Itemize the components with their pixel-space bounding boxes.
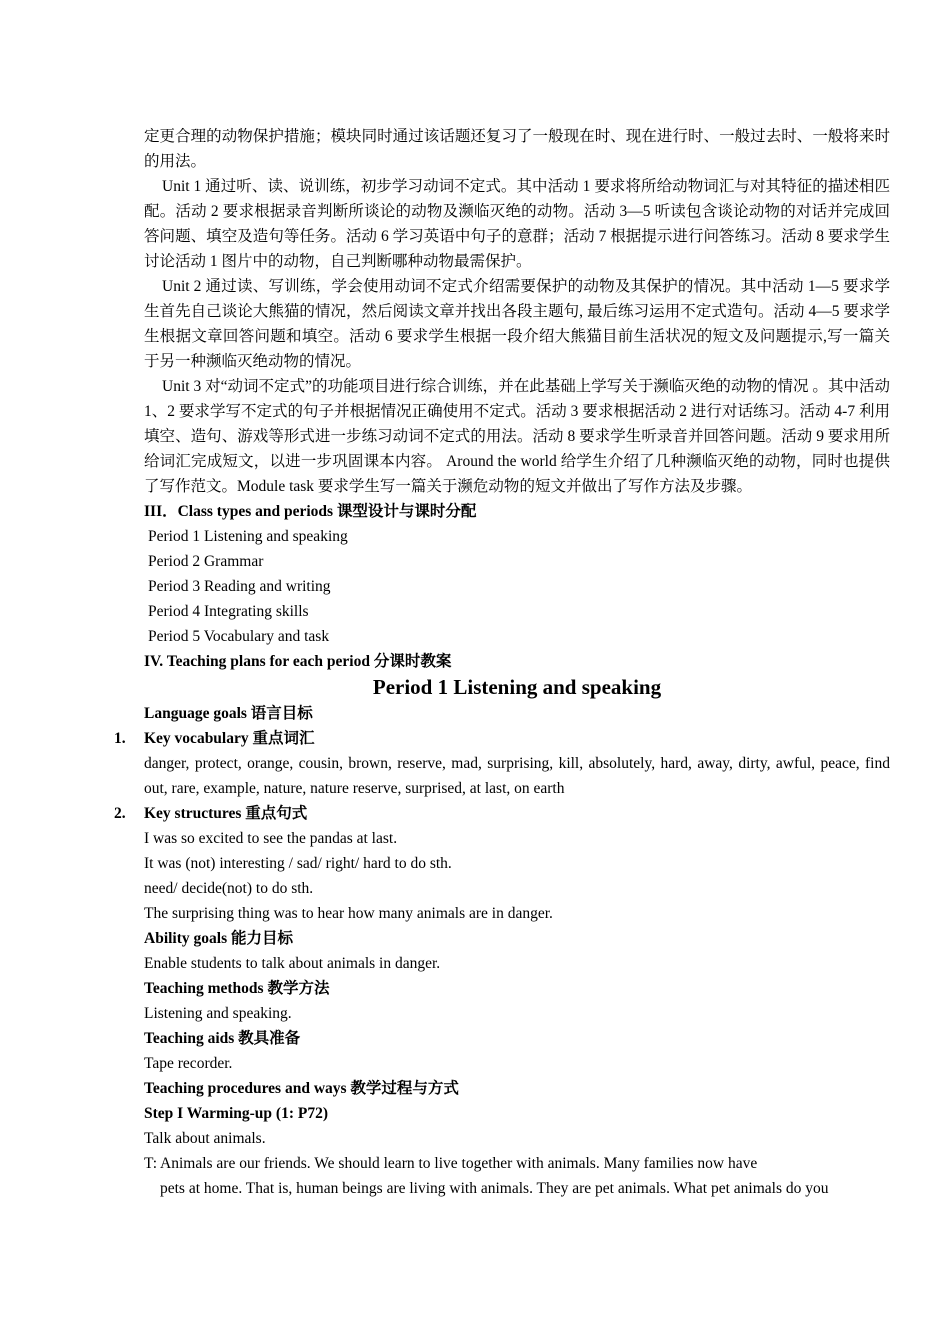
period-list-item: Period 2 Grammar — [148, 553, 264, 570]
period-list-item: Period 1 Listening and speaking — [148, 528, 348, 545]
key-structures-heading — [114, 801, 890, 826]
procedures-heading: Teaching procedures and ways 教学过程与方式 — [144, 1080, 459, 1097]
key-vocabulary-text: danger, protect, orange, cousin, brown, reserve, mad, surprising, kill, absolutely, hard, away, dirty, awful, peace, find out, rare, example, nature, nature reserve, surprised, at last, on earth — [144, 755, 890, 797]
structure-line: It was (not) interesting / sad/ right/ hard to do sth. — [144, 855, 452, 872]
teaching-aids-text: Tape recorder. — [144, 1055, 233, 1072]
key-vocabulary-heading — [114, 726, 890, 751]
ability-goals-heading: Ability goals 能力目标 — [144, 930, 293, 947]
step-1-text: Talk about animals. — [144, 1130, 266, 1147]
teaching-methods-heading: Teaching methods 教学方法 — [144, 980, 330, 997]
section-3-heading: III．Class types and periods 课型设计与课时分配 — [144, 503, 477, 520]
intro-paragraph: 定更合理的动物保护措施；模块同时通过该话题还复习了一般现在时、现在进行时、一般过去时、一般将来时的用法。 — [144, 128, 890, 170]
structure-line: need/ decide(not) to do sth. — [144, 880, 314, 897]
list-number: 2. — [114, 805, 126, 822]
teaching-aids-heading: Teaching aids 教具准备 — [144, 1030, 301, 1047]
teacher-dialogue-line: pets at home. That is, human beings are living with animals. They are pet animals. What pet animals do you — [160, 1180, 829, 1197]
teaching-methods-text: Listening and speaking. — [144, 1005, 292, 1022]
step-1-heading: Step I Warming-up (1: P72) — [144, 1105, 329, 1122]
key-vocabulary-label: Key vocabulary 重点词汇 — [144, 730, 315, 747]
period-list-item: Period 3 Reading and writing — [148, 578, 331, 595]
teacher-dialogue-line: T: Animals are our friends. We should learn to live together with animals. Many families now have — [144, 1155, 758, 1172]
period-list-item: Period 4 Integrating skills — [148, 603, 309, 620]
key-structures-label: Key structures 重点句式 — [144, 805, 308, 822]
unit1-paragraph: Unit 1 通过听、读、说训练，初步学习动词不定式。其中活动 1 要求将所给动物词汇与对其特征的描述相匹配。活动 2 要求根据录音判断所谈论的动物及濒临灭绝的动物。活动 3—5 听读包含谈论动物的对话并完成回答问题、填空及造句等任务。活动 6 学习英语中句子的意群；活动 7 根据提示进行问答练习。活动 8 要求学生讨论活动 1 图片中的动物，自己判断哪种动物最需保护。 — [144, 178, 890, 270]
structure-line: The surprising thing was to hear how many animals are in danger. — [144, 905, 553, 922]
document-body — [114, 124, 890, 1201]
language-goals-heading: Language goals 语言目标 — [144, 705, 313, 722]
ability-goals-text: Enable students to talk about animals in danger. — [144, 955, 441, 972]
period-1-title: Period 1 Listening and speaking — [372, 675, 662, 699]
section-4-heading: IV. Teaching plans for each period 分课时教案 — [144, 653, 452, 670]
structure-line: I was so excited to see the pandas at last. — [144, 830, 398, 847]
period-list-item: Period 5 Vocabulary and task — [148, 628, 330, 645]
unit2-paragraph: Unit 2 通过读、写训练，学会使用动词不定式介绍需要保护的动物及其保护的情况。其中活动 1—5 要求学生首先自己谈论大熊猫的情况，然后阅读文章并找出各段主题句, 最后练习运用不定式造句。活动 4—5 要求学生根据文章回答问题和填空。活动 6 要求学生根据一段介绍大熊猫目前生活状况的短文及问题提示,写一篇关于另一种濒临灭绝动物的情况。 — [144, 278, 890, 370]
list-number: 1. — [114, 730, 126, 747]
unit3-paragraph: Unit 3 对“动词不定式”的功能项目进行综合训练，并在此基础上学写关于濒临灭绝的动物的情况 。其中活动 1、2 要求学写不定式的句子并根据情况正确使用不定式。活动 3 要求根据活动 2 进行对话练习。活动 4-7 利用填空、造句、游戏等形式进一步练习动词不定式的用法。活动 8 要求学生听录音并回答问题。活动 9 要求用所给词汇完成短文，以进一步巩固课本内容。 Around the world 给学生介绍了几种濒临灭绝的动物，同时也提供了写作范文。Module task 要求学生写一篇关于濒危动物的短文并做出了写作方法及步骤。 — [144, 378, 890, 495]
